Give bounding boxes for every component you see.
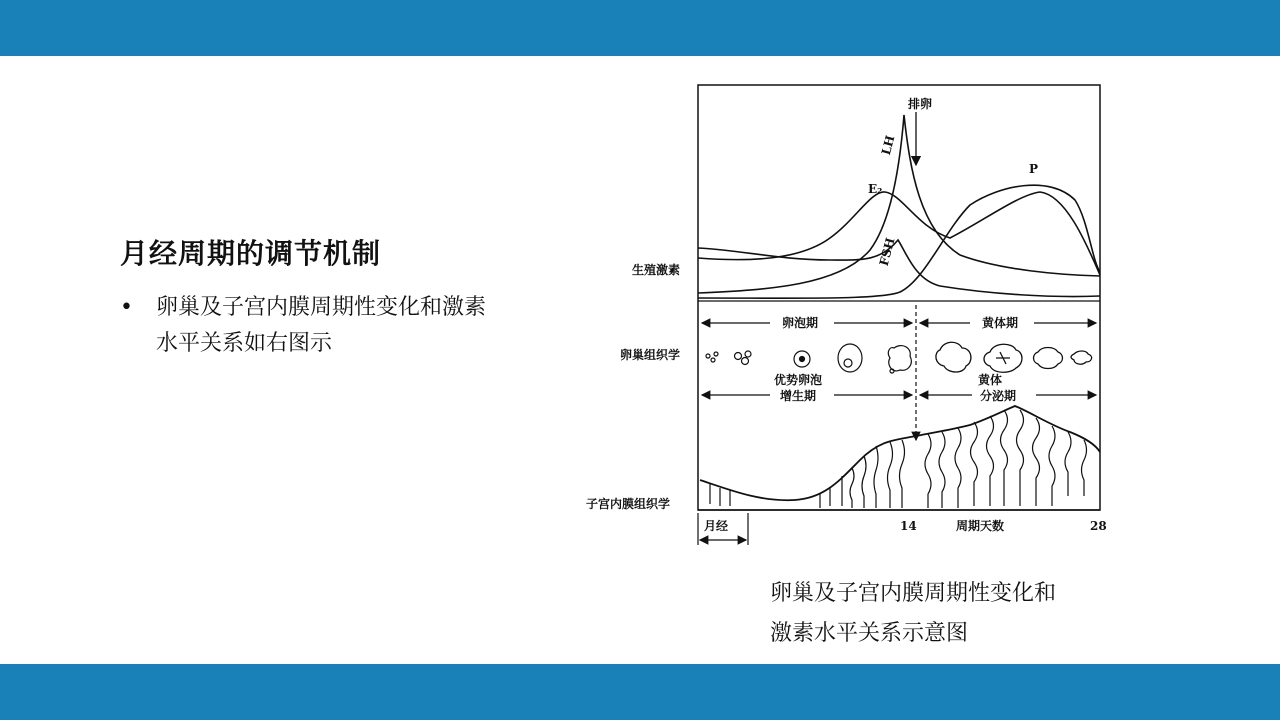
- p-label: P: [1029, 162, 1039, 176]
- bullet-marker: •: [120, 295, 133, 320]
- follicular-phase-label: 卵泡期: [782, 316, 819, 330]
- figure-caption: 卵巢及子宫内膜周期性变化和激素水平关系示意图: [770, 581, 1057, 646]
- menstrual-cycle-diagram: [580, 80, 1120, 550]
- e2-label: E₂: [868, 182, 883, 196]
- corpus-luteum-label: 黄体: [978, 373, 1003, 387]
- row-label-hormones: 生殖激素: [632, 263, 681, 277]
- ovulation-label: 排卵: [908, 97, 933, 111]
- ovary-follicle-sequence: [706, 344, 911, 373]
- menses-label: 月经: [704, 519, 729, 533]
- bullet-list: [120, 290, 500, 362]
- day-28-label: 28: [1090, 519, 1107, 533]
- row-label-ovary: 卵巢组织学: [620, 348, 681, 362]
- cycle-days-axis-label: 周期天数: [956, 519, 1005, 533]
- lh-label: LH: [878, 133, 898, 157]
- diagram-svg: [580, 80, 1120, 550]
- e2-curve: [698, 192, 1100, 275]
- day-14-label: 14: [900, 519, 917, 533]
- lh-curve: [698, 115, 1100, 293]
- proliferative-phase-label: 增生期: [780, 389, 817, 403]
- row-label-endometrium: 子宫内膜组织学: [586, 497, 671, 511]
- bullet-text: 卵巢及子宫内膜周期性变化和激素水平关系如右图示: [156, 295, 487, 356]
- bottom-banner: [0, 664, 1280, 720]
- fsh-curve: [698, 240, 1100, 297]
- endometrium-glands: [710, 410, 1087, 508]
- corpus-luteum-sequence: [936, 342, 1092, 372]
- dominant-follicle-label: 优势卵泡: [774, 373, 823, 387]
- luteal-phase-label: 黄体期: [982, 316, 1019, 330]
- bullet-item: [120, 290, 500, 362]
- top-banner: [0, 0, 1280, 56]
- fsh-label: FSH: [876, 236, 898, 268]
- slide-title: 月经周期的调节机制: [120, 237, 382, 270]
- endometrium-profile: [700, 406, 1100, 500]
- secretory-phase-label: 分泌期: [980, 389, 1017, 403]
